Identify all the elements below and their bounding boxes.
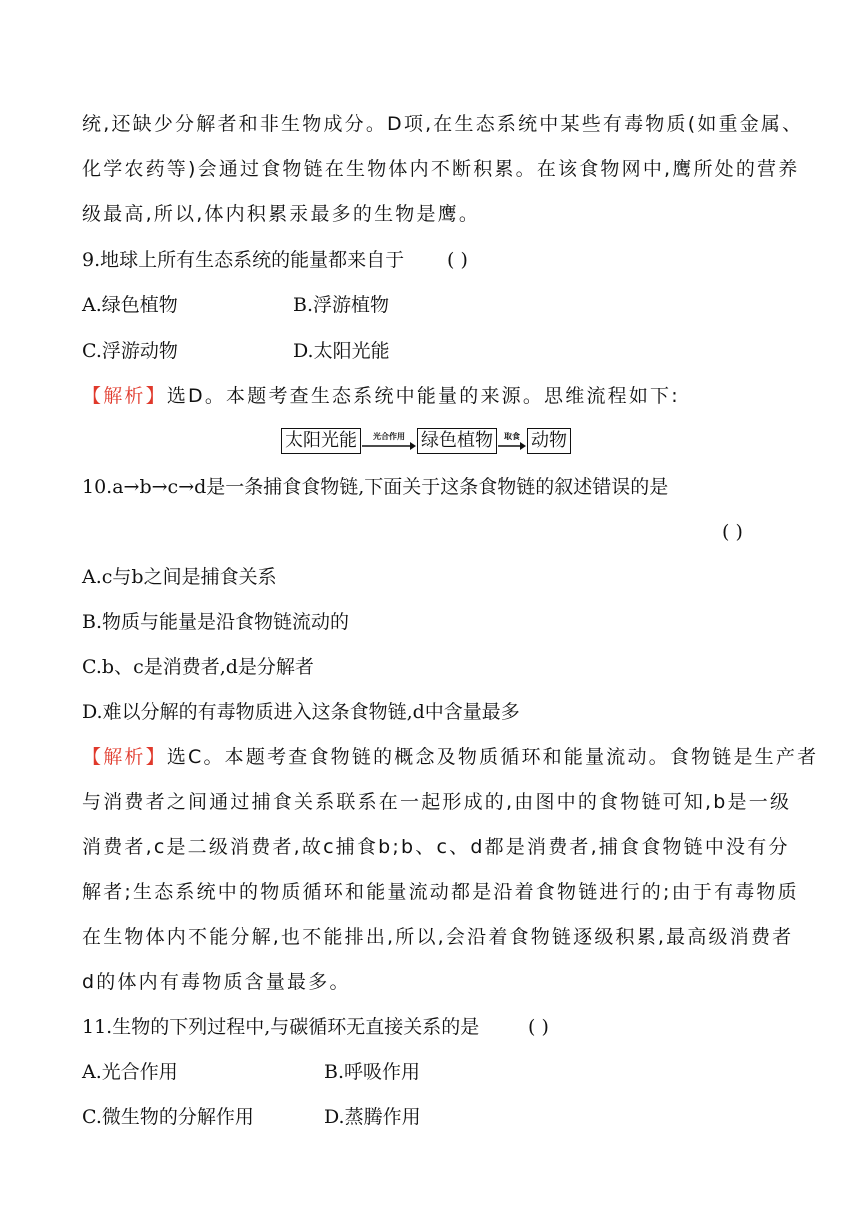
question-9-option-c: C.浮游动物	[82, 340, 178, 362]
question-10-option-c: C.b、c是消费者,d是分解者	[82, 656, 314, 678]
question-10-analysis-line-6: d的体内有毒物质含量最多。	[82, 971, 351, 993]
question-10-analysis-line-5: 在生物体内不能分解,也不能排出,所以,会沿着食物链逐级积累,最高级消费者	[82, 926, 794, 948]
analysis-8-line-3: 级最高,所以,体内积累汞最多的生物是鹰。	[82, 203, 481, 225]
analysis-text: 选C。本题考查食物链的概念及物质循环和能量流动。食物链是生产者	[166, 746, 819, 768]
question-11-stem: 11.生物的下列过程中,与碳循环无直接关系的是	[82, 1016, 480, 1038]
question-9-option-d: D.太阳光能	[293, 340, 390, 362]
arrow-right-icon	[498, 442, 526, 450]
question-10-analysis-line-2: 与消费者之间通过捕食关系联系在一起形成的,由图中的食物链可知,b是一级	[82, 791, 792, 813]
question-10-stem: 10.a→b→c→d是一条捕食食物链,下面关于这条食物链的叙述错误的是	[82, 476, 669, 498]
question-10-analysis-line-3: 消费者,c是二级消费者,故c捕食b;b、c、d都是消费者,捕食食物链中没有分	[82, 836, 790, 858]
analysis-text: 选D。本题考查生态系统中能量的来源。思维流程如下:	[166, 385, 680, 407]
analysis-8-line-1: 统,还缺少分解者和非生物成分。D项,在生态系统中某些有毒物质(如重金属、	[82, 113, 804, 135]
question-9-analysis	[82, 384, 680, 408]
flow-node-sunlight: 太阳光能	[281, 428, 361, 454]
question-9-option-a: A.绿色植物	[82, 294, 178, 316]
flow-arrow-photosynthesis	[362, 432, 416, 450]
question-10-option-a: A.c与b之间是捕食关系	[82, 566, 277, 588]
analysis-tag: 【解析】	[82, 385, 167, 407]
question-11-option-b: B.呼吸作用	[324, 1061, 421, 1083]
energy-flow-diagram	[281, 427, 571, 455]
analysis-tag: 【解析】	[82, 746, 167, 768]
question-10-analysis-line-1	[82, 745, 818, 769]
analysis-8-line-2: 化学农药等)会通过食物链在生物体内不断积累。在该食物网中,鹰所处的营养	[82, 158, 800, 180]
arrow-right-icon	[362, 442, 416, 450]
question-10-option-d: D.难以分解的有毒物质进入这条食物链,d中含量最多	[82, 701, 520, 723]
question-11-answer-blank: ( )	[528, 1016, 549, 1038]
question-9-answer-blank: ( )	[447, 249, 468, 271]
question-9-stem: 9.地球上所有生态系统的能量都来自于	[82, 249, 405, 271]
flow-arrow-label: 取食	[504, 432, 520, 441]
question-10-analysis-line-4: 解者;生态系统中的物质循环和能量流动都是沿着食物链进行的;由于有毒物质	[82, 881, 799, 903]
question-11-option-c: C.微生物的分解作用	[82, 1106, 254, 1128]
flow-arrow-feeding	[498, 432, 526, 450]
flow-node-animals: 动物	[527, 428, 571, 454]
flow-arrow-label: 光合作用	[373, 432, 405, 441]
question-9-option-b: B.浮游植物	[293, 294, 390, 316]
flow-node-green-plants: 绿色植物	[417, 428, 497, 454]
question-11-option-d: D.蒸腾作用	[324, 1106, 421, 1128]
question-10-option-b: B.物质与能量是沿食物链流动的	[82, 611, 350, 633]
question-11-option-a: A.光合作用	[82, 1061, 178, 1083]
question-10-answer-blank: ( )	[722, 521, 743, 543]
